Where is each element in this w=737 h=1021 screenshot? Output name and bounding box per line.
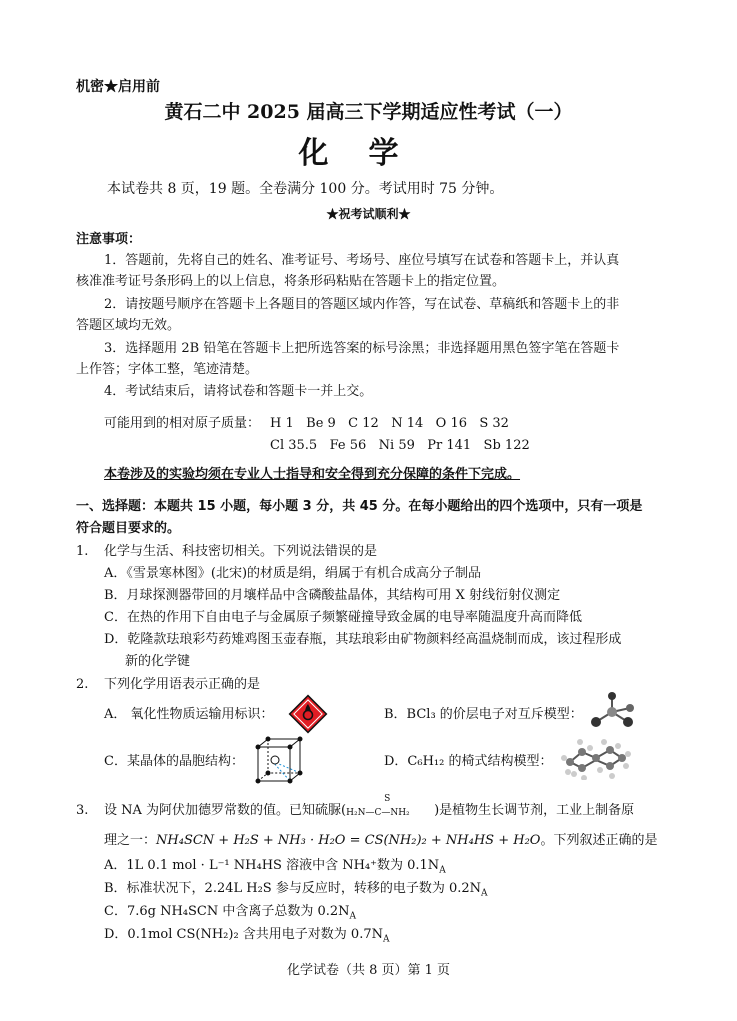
note-4: 4．考试结束后，请将试卷和答题卡一并上交。 <box>104 384 373 399</box>
q3-option-a-sub: A <box>439 865 446 876</box>
note-3b: 上作答；字体工整，笔迹清楚。 <box>76 362 259 377</box>
subject-title: 化学 <box>298 136 439 171</box>
q3-stem-part2: )是植物生长调节剂，工业上制备原 <box>434 803 635 818</box>
q3-option-d-sub: A <box>383 934 390 945</box>
q2-number: 2. <box>76 677 89 692</box>
thiourea-formula: H₂N—C—NH₂ <box>346 808 410 818</box>
note-3a: 3．选择题用 2B 铅笔在答题卡上把所选答案的标号涂黑；非选择题用黑色签字笔在答题卡 <box>104 341 620 356</box>
q3-option-d-text: D．0.1mol CS(NH₂)₂ 含共用电子对数为 0.7N <box>104 927 383 942</box>
section1-heading-a: 一、选择题：本题共 15 小题，每小题 3 分，共 45 分。在每小题给出的四个选项中，只有一项是 <box>76 499 643 514</box>
q3-option-a-text: A．1L 0.1 mol · L⁻¹ NH₄HS 溶液中含 NH₄⁺数为 0.1N <box>104 858 440 873</box>
thiourea-sulfur: S <box>384 794 391 804</box>
notes-heading: 注意事项： <box>76 232 142 247</box>
q3-stem-end: 。下列叙述正确的是 <box>540 833 658 848</box>
note-1b: 核准准考证号条形码上的以上信息，将条形码粘贴在答题卡上的指定位置。 <box>76 274 506 289</box>
q2-stem: 下列化学用语表示正确的是 <box>104 677 261 692</box>
q1-option-d-line1: D．乾隆款珐琅彩芍药雉鸡图玉壶春瓶，其珐琅彩由矿物颜料经高温烧制而成，该过程形成 <box>104 632 622 647</box>
q3-option-d <box>104 926 390 949</box>
q3-option-c-sub: A <box>349 911 357 922</box>
q3-number: 3. <box>76 803 89 818</box>
q1-option-a: A．《雪景寒林图》(北宋)的材质是绢，绢属于有机合成高分子制品 <box>104 566 482 581</box>
thiourea-structure <box>346 794 434 820</box>
q3-option-a <box>104 857 446 880</box>
safety-notice: 本卷涉及的实验均须在专业人士指导和安全得到充分保障的条件下完成。 <box>104 467 521 482</box>
section1-heading-b: 符合题目要求的。 <box>76 521 181 536</box>
note-2a: 2．请按题号顺序在答题卡上各题目的答题区域内作答，写在试卷、草稿纸和答题卡上的非 <box>104 297 620 312</box>
exam-title: 黄石二中 2025 届高三下学期适应性考试（一） <box>164 101 573 123</box>
oxidizer-hazard-icon <box>288 694 328 734</box>
q3-stem-line1 <box>104 794 635 820</box>
bcl3-vsepr-model-icon <box>586 692 638 732</box>
blessing: ★祝考试顺利★ <box>326 207 411 221</box>
q1-option-d-line2: 新的化学键 <box>125 654 191 669</box>
q2-option-c: C．某晶体的晶胞结构： <box>104 754 244 769</box>
note-2b: 答题区域均无效。 <box>76 318 181 333</box>
crystal-cell-icon <box>250 733 308 787</box>
q3-option-b-text: B．标准状况下，2.24L H₂S 参与反应时，转移的电子数为 0.2N <box>104 881 482 896</box>
q3-option-b-sub: A <box>481 888 488 899</box>
atomic-mass-label: 可能用到的相对原子质量： <box>104 416 261 431</box>
atomic-mass-row2: Cl 35.5 Fe 56 Ni 59 Pr 141 Sb 122 <box>270 438 530 453</box>
exam-info: 本试卷共 8 页，19 题。全卷满分 100 分。考试用时 75 分钟。 <box>107 181 504 197</box>
q3-stem-line2 <box>104 832 657 850</box>
q3-option-c-text: C．7.6g NH₄SCN 中含离子总数为 0.2N <box>104 904 350 919</box>
q3-stem-intro: 理之一： <box>104 833 157 848</box>
q1-stem: 化学与生活、科技密切相关。下列说法错误的是 <box>104 544 378 559</box>
q1-option-c: C．在热的作用下自由电子与金属原子频繁碰撞导致金属的电导率随温度升高而降低 <box>104 610 582 625</box>
q1-option-b: B．月球探测器带回的月壤样品中含磷酸盐晶体，其结构可用 X 射线衍射仪测定 <box>104 588 561 603</box>
q1-number: 1. <box>76 544 89 559</box>
q2-option-d: D．C₆H₁₂ 的椅式结构模型： <box>384 754 553 769</box>
q3-option-b <box>104 880 488 903</box>
q3-equation: NH₄SCN + H₂S + NH₃ · H₂O = CS(NH₂)₂ + NH₄HS + H₂O <box>156 833 541 848</box>
q2-option-a: A． 氧化性物质运输用标识： <box>104 707 274 722</box>
q3-option-c <box>104 903 356 926</box>
q3-stem-part1: 设 NA 为阿伏加德罗常数的值。已知硫脲( <box>104 803 347 818</box>
confidential-label: 机密★启用前 <box>76 79 160 95</box>
atomic-mass-row1: H 1 Be 9 C 12 N 14 O 16 S 32 <box>270 416 509 431</box>
q2-option-b: B．BCl₃ 的价层电子对互斥模型： <box>384 707 583 722</box>
page-footer: 化学试卷（共 8 页）第 1 页 <box>286 963 451 978</box>
cyclohexane-chair-model-icon <box>560 736 632 780</box>
note-1a: 1．答题前，先将自己的姓名、准考证号、考场号、座位号填写在试卷和答题卡上，并认真 <box>104 253 620 268</box>
